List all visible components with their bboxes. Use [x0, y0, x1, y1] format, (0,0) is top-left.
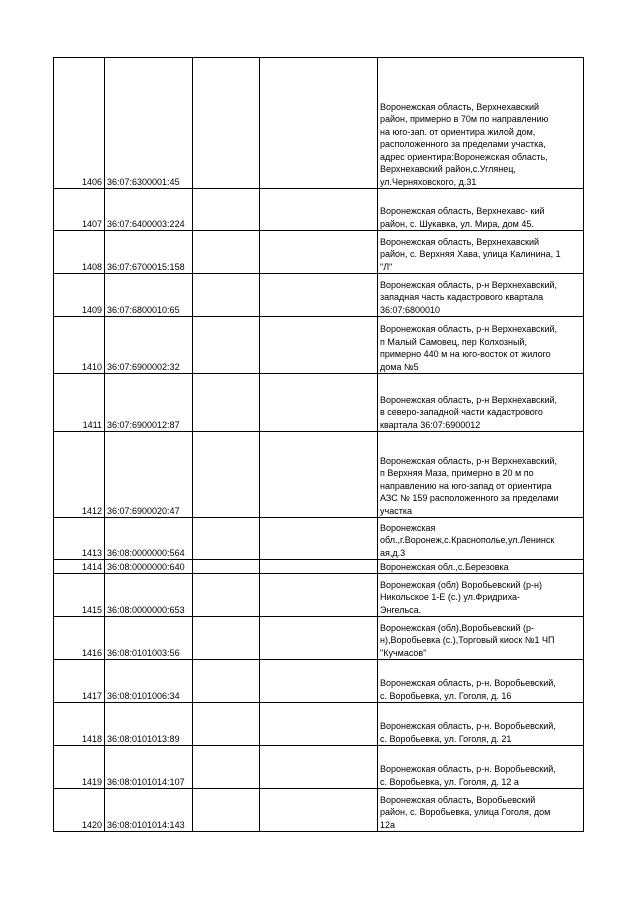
address-cell: Воронежская область, р-н. Воробьевский, с. Воробьевка, ул. Гоголя, д. 12 а	[378, 746, 584, 789]
row-number: 1420	[54, 789, 105, 832]
empty-cell	[193, 560, 260, 574]
row-number: 1415	[54, 574, 105, 617]
cadastral-number: 36:07:6800010:65	[105, 274, 193, 317]
row-number: 1416	[54, 617, 105, 660]
empty-cell	[260, 231, 378, 274]
cadastral-number: 36:07:6400003:224	[105, 189, 193, 231]
cadastral-number: 36:07:6700015:158	[105, 231, 193, 274]
empty-cell	[193, 432, 260, 518]
address-cell: Воронежская область, р-н Верхнехавский, в северо-западной части кадастрового квартала 36:07:6900012	[378, 374, 584, 432]
row-number: 1414	[54, 560, 105, 574]
empty-cell	[260, 660, 378, 703]
table-row	[54, 746, 584, 789]
table-row	[54, 432, 584, 518]
address-cell: Воронежская область, р-н. Воробьевский, с. Воробьевка, ул. Гоголя, д. 21	[378, 703, 584, 746]
empty-cell	[193, 789, 260, 832]
cadastral-number: 36:07:6900002:32	[105, 317, 193, 374]
table-row	[54, 574, 584, 617]
empty-cell	[193, 703, 260, 746]
row-number: 1417	[54, 660, 105, 703]
empty-cell	[260, 703, 378, 746]
empty-cell	[260, 432, 378, 518]
address-cell: Воронежская обл.,с.Березовка	[378, 560, 584, 574]
table-row	[54, 703, 584, 746]
address-cell: Воронежская область, р-н Верхнехавский, п Верхняя Маза, примерно в 20 м по направлению на юго-запад от ориентира АЗС № 159 расположенного за пределами участка	[378, 432, 584, 518]
row-number: 1409	[54, 274, 105, 317]
table-row	[54, 617, 584, 660]
registry-table-body	[54, 58, 584, 832]
table-row	[54, 374, 584, 432]
table-row	[54, 560, 584, 574]
registry-table	[53, 57, 584, 832]
address-cell: Воронежская (обл),Воробьевский (р- н),Воробьевка (с.),Торговый киоск №1 ЧП "Кучмасов"	[378, 617, 584, 660]
cadastral-number: 36:08:0101014:107	[105, 746, 193, 789]
empty-cell	[260, 560, 378, 574]
empty-cell	[260, 746, 378, 789]
address-cell: Воронежская область, р-н Верхнехавский, западная часть кадастрового квартала 36:07:6800010	[378, 274, 584, 317]
empty-cell	[193, 518, 260, 560]
row-number: 1406	[54, 58, 105, 189]
empty-cell	[260, 274, 378, 317]
row-number: 1410	[54, 317, 105, 374]
empty-cell	[193, 746, 260, 789]
address-cell: Воронежская область, р-н Верхнехавский, п Малый Самовец, пер Колхозный, примерно 440 м на юго-восток от жилого дома №5	[378, 317, 584, 374]
address-cell: Воронежская область, Верхнехавский район, примерно в 70м по направлению на юго-зап. от ориентира жилой дом, расположенного за пределами участка, адрес ориентира:Воронежская область, Верхнехавский район,с.Углянец, ул.Черняховского, д.31	[378, 58, 584, 189]
row-number: 1419	[54, 746, 105, 789]
empty-cell	[193, 660, 260, 703]
cadastral-number: 36:07:6300001:45	[105, 58, 193, 189]
cadastral-number: 36:07:6900012:87	[105, 374, 193, 432]
cadastral-number: 36:07:6900020:47	[105, 432, 193, 518]
row-number: 1412	[54, 432, 105, 518]
empty-cell	[260, 574, 378, 617]
empty-cell	[260, 617, 378, 660]
empty-cell	[260, 58, 378, 189]
table-row	[54, 789, 584, 832]
cadastral-number: 36:08:0101003:56	[105, 617, 193, 660]
empty-cell	[193, 274, 260, 317]
address-cell: Воронежская область, Верхнехавский район, с. Верхняя Хава, улица Калинина, 1 "Л"	[378, 231, 584, 274]
table-row	[54, 189, 584, 231]
cadastral-number: 36:08:0000000:640	[105, 560, 193, 574]
empty-cell	[193, 231, 260, 274]
table-row	[54, 317, 584, 374]
row-number: 1408	[54, 231, 105, 274]
address-cell: Воронежская обл.,г.Воронеж,с.Краснополье,ул.Ленинск ая,д.3	[378, 518, 584, 560]
empty-cell	[260, 789, 378, 832]
row-number: 1413	[54, 518, 105, 560]
address-cell: Воронежская область, р-н. Воробьевский, с. Воробьевка, ул. Гоголя, д. 16	[378, 660, 584, 703]
table-row	[54, 274, 584, 317]
empty-cell	[260, 374, 378, 432]
address-cell: Воронежская область, Верхнехавс- кий район, с. Шукавка, ул. Мира, дом 45.	[378, 189, 584, 231]
empty-cell	[260, 317, 378, 374]
address-cell: Воронежская (обл) Воробьевский (р-н) Никольское 1-Е (с.) ул.Фридриха- Энгельса.	[378, 574, 584, 617]
empty-cell	[193, 317, 260, 374]
row-number: 1411	[54, 374, 105, 432]
table-row	[54, 660, 584, 703]
address-cell: Воронежская область, Воробьевский район, с. Воробьевка, улица Гоголя, дом 12а	[378, 789, 584, 832]
empty-cell	[260, 518, 378, 560]
table-row	[54, 518, 584, 560]
row-number: 1407	[54, 189, 105, 231]
table-row	[54, 58, 584, 189]
empty-cell	[193, 617, 260, 660]
empty-cell	[193, 189, 260, 231]
cadastral-number: 36:08:0000000:653	[105, 574, 193, 617]
empty-cell	[193, 374, 260, 432]
empty-cell	[193, 58, 260, 189]
cadastral-number: 36:08:0101014:143	[105, 789, 193, 832]
cadastral-number: 36:08:0101006:34	[105, 660, 193, 703]
cadastral-number: 36:08:0000000:564	[105, 518, 193, 560]
cadastral-number: 36:08:0101013:89	[105, 703, 193, 746]
empty-cell	[193, 574, 260, 617]
row-number: 1418	[54, 703, 105, 746]
empty-cell	[260, 189, 378, 231]
table-row	[54, 231, 584, 274]
